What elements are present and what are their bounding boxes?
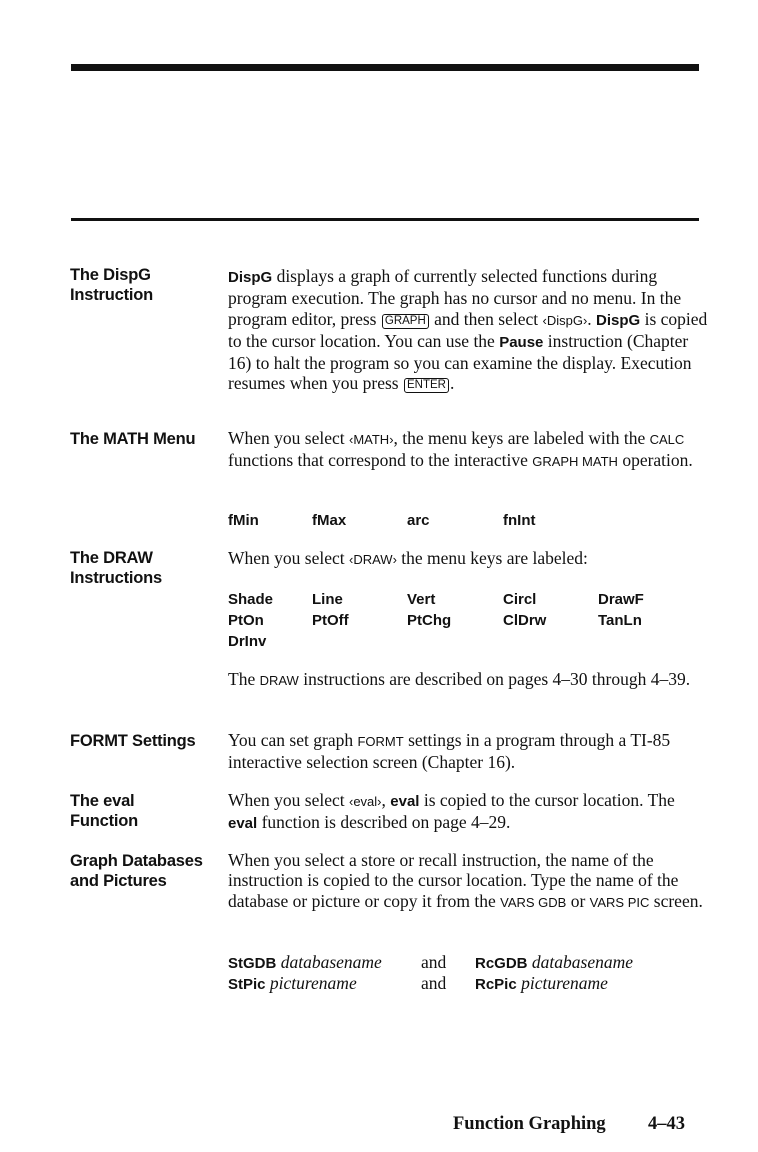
footer-chapter-title: Function Graphing [453,1114,606,1134]
command-dispg: DispG [228,269,273,286]
paragraph-formt: You can set graph FORMT settings in a program through a TI-85 interactive selection screen (Chapter 16). [228,730,671,773]
paragraph-draw: When you select ‹DRAW› the menu keys are labeled: [228,548,588,568]
menu-label-dispg: ‹DispG› [542,312,588,328]
heading-dispg: The DispG Instruction [70,266,154,304]
command-stgdb: StGDB [228,955,277,972]
heading-formt: FORMT Settings [70,732,196,750]
command-dispg: DispG [596,311,641,329]
menu-item-fnint: fnInt [503,512,536,529]
menu-label-math: ‹MATH› [349,432,394,447]
menu-item-cldrw: ClDrw [503,612,547,629]
command-eval: eval [390,793,420,810]
menu-item-tanln: TanLn [598,612,642,629]
menu-item-circl: Circl [503,591,537,608]
heading-eval: The eval Function [70,792,139,830]
menu-item-fmin: fMin [228,512,259,529]
paragraph-eval: When you select ‹eval›, eval is copied to the cursor location. The eval function is described on page 4–29. [228,790,675,833]
command-pause: Pause [499,333,544,351]
graph-key: GRAPH [382,314,429,329]
menu-item-ptoff: PtOff [312,612,349,629]
heading-graph-databases: Graph Databases and Pictures [70,852,203,890]
enter-key: ENTER [404,378,449,393]
menu-item-pton: PtOn [228,612,264,629]
command-rcgdb: RcGDB [475,955,528,972]
command-rcpic: RcPic [475,976,517,993]
paragraph-math-menu: When you select ‹MATH›, the menu keys are labeled with the CALC functions that correspond to the interactive GRAPH MATH operation. [228,428,693,471]
menu-label-eval: ‹eval› [349,794,382,809]
menu-item-drawf: DrawF [598,591,644,608]
paragraph-graph-databases: When you select a store or recall instruction, the name of the instruction is copied to the cursor location. Type the name of the database or picture or copy it from the VARS GDB or VARS PIC screen. [228,850,703,911]
menu-item-shade: Shade [228,591,274,608]
menu-item-ptchg: PtChg [407,612,452,629]
paragraph-draw-note: The DRAW instructions are described on pages 4–30 through 4–39. [228,669,691,689]
menu-item-line: Line [312,591,343,608]
section-rule [71,218,699,221]
menu-item-arc: arc [407,512,430,529]
command-eval: eval [228,815,258,833]
footer-page-number: 4–43 [648,1114,685,1134]
paragraph-dispg: DispG displays a graph of currently selected functions during program execution. The graph has no cursor and no menu. In the program editor, press GRAPH and then select ‹DispG›. DispG is copied to the cursor location. You can use the Pause instruction (Chapter 16) to halt the program so you can examine the display. Execution resumes when you press ENTER . [228,266,708,394]
heading-math-menu: The MATH Menu [70,430,196,448]
top-thick-rule [71,64,699,71]
command-stpic: StPic [228,976,266,993]
menu-item-fmax: fMax [312,512,347,529]
menu-item-vert: Vert [407,591,436,608]
menu-item-drinv: DrInv [228,633,267,650]
heading-draw: The DRAW Instructions [70,549,163,587]
menu-label-draw: ‹DRAW› [349,552,397,567]
